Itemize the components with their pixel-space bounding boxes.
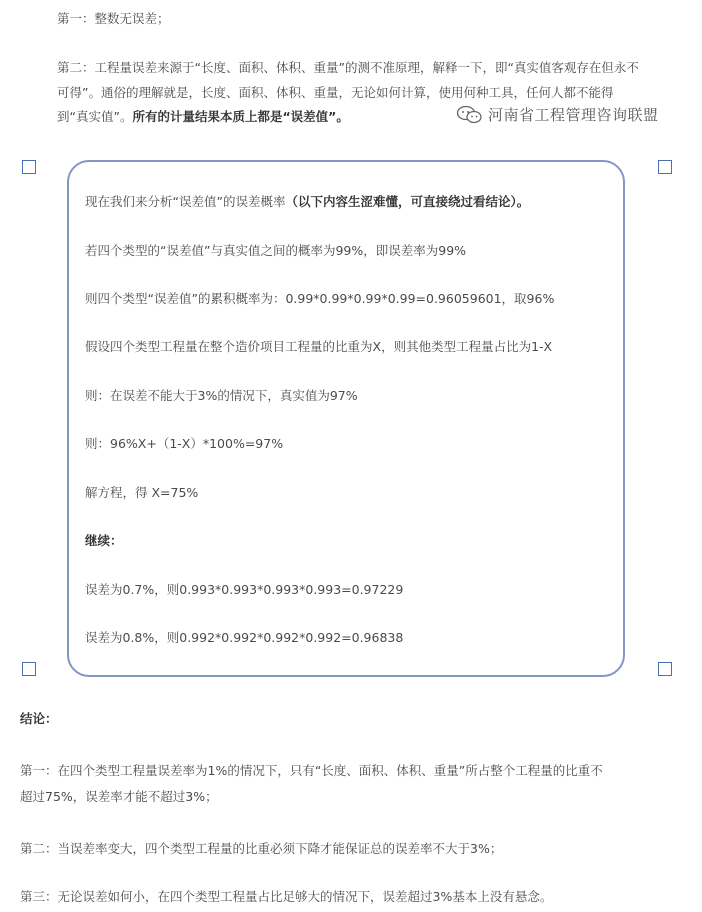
conclusion-2: 第二：当误差率变大，四个类型工程量的比重必须下降才能保证总的误差率不大于3%； xyxy=(20,841,503,856)
box-line-9: 误差为0.7%，则0.993*0.993*0.993*0.993=0.97229 xyxy=(85,582,404,597)
watermark-text: 河南省工程管理咨询联盟 xyxy=(488,106,659,124)
box-line-7: 解方程，得 X=75% xyxy=(85,485,199,500)
intro-p2-line-3 xyxy=(57,106,349,128)
selection-handle-bottom-left[interactable] xyxy=(22,662,36,676)
conclusion-1-line-1: 第一：在四个类型工程量误差率为1%的情况下，只有“长度、面积、体积、重量”所占整个工程量的比重不 xyxy=(20,763,603,778)
intro-p2-line-2: 可得”。通俗的理解就是，长度、面积、体积、重量，无论如何计算，使用何种工具，任何人都不能得 xyxy=(57,85,614,100)
box-line-1a: 现在我们来分析“误差值”的误差概率 xyxy=(85,194,286,209)
box-line-1 xyxy=(85,192,529,210)
box-line-1b: （以下内容生涩难懂，可直接绕过看结论）。 xyxy=(285,194,530,209)
box-line-5: 则：在误差不能大于3%的情况下，真实值为97% xyxy=(85,388,358,403)
intro-line-1: 第一：整数无误差； xyxy=(57,11,170,26)
wechat-icon xyxy=(456,105,484,125)
watermark xyxy=(456,104,659,125)
box-line-3: 则四个类型“误差值”的累积概率为：0.99*0.99*0.99*0.99=0.96059601，取96% xyxy=(85,291,555,306)
conclusion-1-line-2: 超过75%，误差率才能不超过3%； xyxy=(20,789,218,804)
intro-p2-line-1: 第二：工程量误差来源于“长度、面积、体积、重量”的测不准原理，解释一下，即“真实值客观存在但永不 xyxy=(57,60,639,75)
conclusion-3: 第三：无论误差如何小，在四个类型工程量占比足够大的情况下，误差超过3%基本上没有悬念。 xyxy=(20,889,553,904)
intro-p2-line-3a: 到“真实值”。 xyxy=(57,109,133,124)
box-line-2: 若四个类型的“误差值”与真实值之间的概率为99%，即误差率为99% xyxy=(85,243,467,258)
selection-handle-top-left[interactable] xyxy=(22,160,36,174)
content-frame xyxy=(67,160,625,677)
conclusion-title: 结论： xyxy=(20,711,58,726)
box-line-4: 假设四个类型工程量在整个造价项目工程量的比重为X，则其他类型工程量占比为1-X xyxy=(85,339,553,354)
box-line-6: 则：96%X+（1-X）*100%=97% xyxy=(85,436,284,451)
box-line-10: 误差为0.8%，则0.992*0.992*0.992*0.992=0.96838 xyxy=(85,630,404,645)
intro-p2-line-3b: 所有的计量结果本质上都是“误差值”。 xyxy=(132,109,349,124)
selection-handle-bottom-right[interactable] xyxy=(658,662,672,676)
selection-handle-top-right[interactable] xyxy=(658,160,672,174)
box-line-8: 继续： xyxy=(85,533,123,548)
